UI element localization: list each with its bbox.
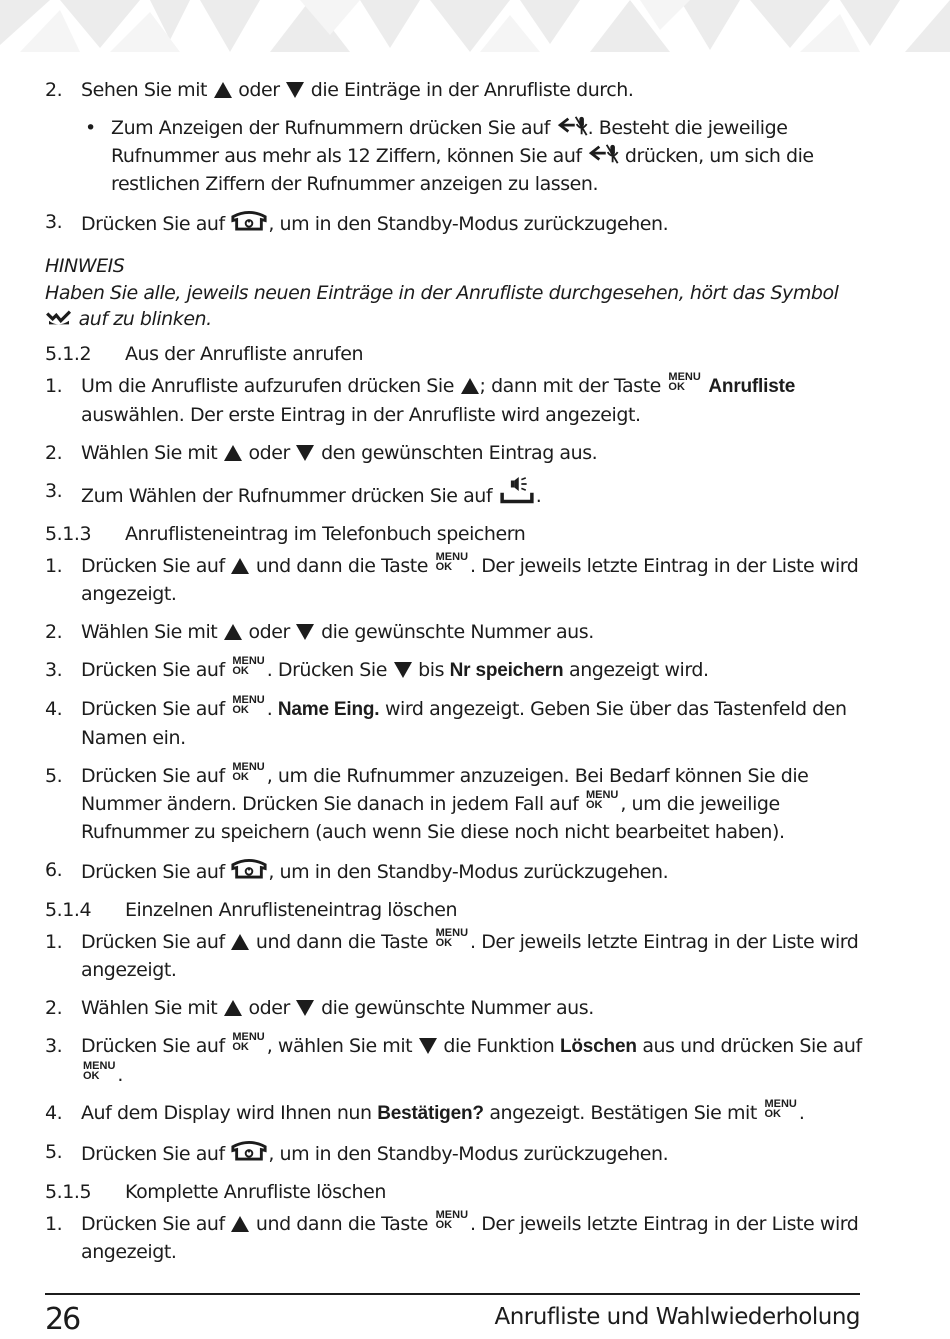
item-number: 6. (45, 859, 63, 881)
note-title: HINWEIS (45, 255, 125, 277)
item-number: 4. (45, 698, 63, 720)
list-item: 4. Drücken Sie auf MENU OK . Name Eing. wird angezeigt. Geben Sie über das Tastenfeld den Namen ein. (45, 695, 865, 752)
menu-label: Bestätigen? (377, 1103, 484, 1124)
list-item: 1. Um die Anrufliste aufzurufen drücken Sie ; dann mit der Taste MENU OK Anrufliste auswählen. Der erste Eintrag in der Anrufliste wird angezeigt. (45, 372, 865, 429)
arrow-up-icon (230, 557, 250, 575)
list-item: 3. Zum Wählen der Rufnummer drücken Sie auf . (45, 477, 865, 510)
item-number: 5. (45, 1141, 63, 1163)
speaker-call-key-icon (498, 477, 536, 505)
menu-ok-key-icon: MENU OK (232, 694, 265, 716)
menu-ok-key-icon: MENU OK (764, 1098, 797, 1120)
menu-ok-key-icon: MENU OK (435, 1209, 469, 1231)
bullet: • (85, 117, 96, 139)
menu-label: Nr speichern (449, 660, 564, 681)
list-item: 6. Drücken Sie auf , um in den Standby-Modus zurückzugehen. (45, 856, 865, 886)
list-item: 2. Wählen Sie mit oder die gewünschte Nummer aus. (45, 618, 865, 646)
menu-ok-key-icon: MENU OK (232, 761, 265, 783)
end-call-key-icon (230, 856, 268, 881)
list-item: 5. Drücken Sie auf , um in den Standby-Modus zurückzugehen. (45, 1138, 865, 1168)
item-number: 1. (45, 555, 63, 577)
page-number: 26 (45, 1302, 80, 1337)
missed-call-icon (45, 308, 73, 328)
menu-label: Löschen (560, 1036, 637, 1057)
list-item: 4. Auf dem Display wird Ihnen nun Bestätigen? angezeigt. Bestätigen Sie mit MENU OK . (45, 1099, 865, 1128)
arrow-down-icon (393, 661, 413, 679)
menu-ok-key-icon: MENU OK (232, 655, 265, 677)
list-item: 2. Wählen Sie mit oder die gewünschte Nummer aus. (45, 994, 865, 1022)
list-item: 2. Wählen Sie mit oder den gewünschten Eintrag aus. (45, 439, 865, 467)
back-mute-key-icon (587, 143, 619, 165)
section-heading: 5.1.5 Komplette Anrufliste löschen (45, 1181, 386, 1203)
list-item: 1. Drücken Sie auf und dann die Taste MENU OK . Der jeweils letzte Eintrag in der Liste wird angezeigt. (45, 928, 865, 984)
item-number: 1. (45, 1213, 63, 1235)
end-call-key-icon (230, 1138, 268, 1163)
menu-ok-key-icon: MENU OK (585, 789, 619, 811)
back-mute-key-icon (556, 115, 588, 137)
menu-ok-key-icon: MENU OK (435, 927, 469, 949)
arrow-down-icon (295, 444, 315, 462)
footer-divider (45, 1293, 860, 1295)
list-item: 3. Drücken Sie auf MENU OK , wählen Sie mit die Funktion Löschen aus und drücken Sie auf MENU OK . (45, 1032, 865, 1089)
item-number: 2. (45, 621, 63, 643)
arrow-up-icon (230, 933, 250, 951)
arrow-up-icon (223, 623, 243, 641)
item-number: 3. (45, 211, 63, 233)
item-number: 1. (45, 931, 63, 953)
header-banner (0, 0, 950, 52)
list-item: 2. Sehen Sie mit oder die Einträge in der Anrufliste durch. (45, 76, 865, 104)
section-heading: 5.1.3 Anruflisteneintrag im Telefonbuch speichern (45, 523, 526, 545)
item-number: 2. (45, 442, 63, 464)
list-item: 3. Drücken Sie auf , um in den Standby-Modus zurückzugehen. (45, 208, 865, 238)
item-number: 3. (45, 1035, 63, 1057)
arrow-down-icon (285, 81, 305, 99)
item-number: 2. (45, 79, 63, 101)
menu-ok-key-icon: MENU OK (83, 1060, 116, 1082)
section-heading: 5.1.4 Einzelnen Anruflisteneintrag löschen (45, 899, 458, 921)
menu-ok-key-icon: MENU OK (232, 1031, 265, 1053)
arrow-up-icon (230, 1215, 250, 1233)
arrow-up-icon (460, 377, 480, 395)
list-item: 1. Drücken Sie auf und dann die Taste MENU OK . Der jeweils letzte Eintrag in der Liste wird angezeigt. (45, 1210, 865, 1266)
list-item: 5. Drücken Sie auf MENU OK , um die Rufnummer anzuzeigen. Bei Bedarf können Sie die Nummer ändern. Drücken Sie danach in jedem Fall auf MENU OK , um die jeweilige Rufnummer zu speichern (auch wenn Sie diese noch nicht bearbeitet haben). (45, 762, 865, 846)
arrow-down-icon (295, 999, 315, 1017)
item-number: 4. (45, 1102, 63, 1124)
menu-label: Anrufliste (708, 376, 796, 397)
menu-label: Name Eing. (277, 699, 380, 720)
menu-ok-key-icon: MENU OK (435, 551, 469, 573)
menu-ok-key-icon: MENU OK (668, 371, 701, 393)
list-item: 3. Drücken Sie auf MENU OK . Drücken Sie bis Nr speichern angezeigt wird. (45, 656, 865, 685)
item-number: 1. (45, 375, 63, 397)
chapter-title: Anrufliste und Wahlwiederholung (494, 1304, 860, 1330)
manual-content (45, 76, 865, 1276)
list-item: 1. Drücken Sie auf und dann die Taste MENU OK . Der jeweils letzte Eintrag in der Liste wird angezeigt. (45, 552, 865, 608)
section-heading: 5.1.2 Aus der Anrufliste anrufen (45, 343, 364, 365)
arrow-down-icon (295, 623, 315, 641)
arrow-up-icon (223, 444, 243, 462)
bullet-item: • Zum Anzeigen der Rufnummern drücken Sie auf . Besteht die jeweilige Rufnummer aus mehr als 12 Ziffern, können Sie auf drücken, um sich die restlichen Ziffern der Rufnummer anzeigen zu lassen. (81, 114, 865, 198)
note-text: Haben Sie alle, jeweils neuen Einträge in der Anrufliste durchgesehen, hört das Symbol auf zu blinken. (45, 282, 839, 330)
arrow-up-icon (213, 81, 233, 99)
arrow-up-icon (223, 999, 243, 1017)
arrow-down-icon (418, 1037, 438, 1055)
item-number: 2. (45, 997, 63, 1019)
item-number: 3. (45, 480, 63, 502)
end-call-key-icon (230, 208, 268, 233)
item-number: 3. (45, 659, 63, 681)
item-number: 5. (45, 765, 63, 787)
